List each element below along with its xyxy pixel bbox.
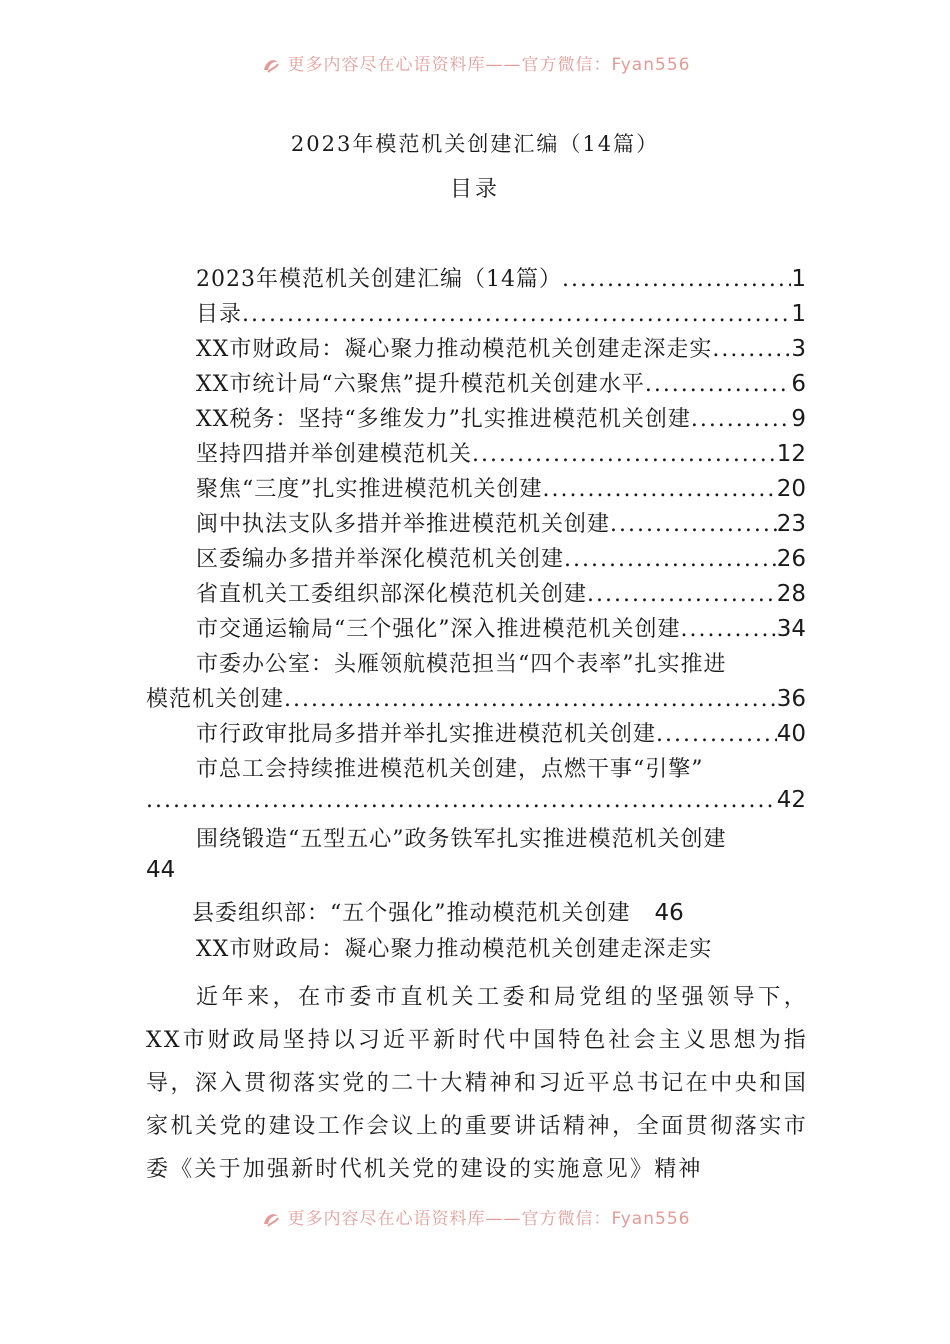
toc-entry-page: 26 <box>776 546 806 572</box>
toc-entry-title: 区委编办多措并举深化模范机关创建 <box>196 547 565 572</box>
toc-entry-title: 县委组织部：“五个强化”推动模范机关创建 <box>192 901 631 926</box>
toc-entry-page: 34 <box>776 616 806 642</box>
toc-entry-page: 1 <box>791 301 806 327</box>
brand-logo-icon <box>260 56 282 76</box>
toc-entry[interactable] <box>146 367 806 402</box>
toc-entry-page: 36 <box>776 686 806 712</box>
toc-leader-dots <box>543 477 777 502</box>
toc-entry-title: 2023年模范机关创建汇编（14篇） <box>196 267 562 292</box>
toc-entry-title: 市交通运输局“三个强化”深入推进模范机关创建 <box>196 617 681 642</box>
toc-entry-page: 6 <box>791 371 806 397</box>
toc-entry-title: 市行政审批局多措并举扎实推进模范机关创建 <box>196 722 657 747</box>
toc-leader-dots <box>656 722 777 747</box>
toc-entry-line[interactable] <box>146 822 806 857</box>
toc-entry-title: 聚焦“三度”扎实推进模范机关创建 <box>196 477 543 502</box>
section-heading: XX市财政局：凝心聚力推动模范机关创建走深走实 <box>196 937 713 962</box>
toc-leader-dots <box>645 372 792 397</box>
toc-leader-dots <box>146 788 777 813</box>
toc-entry-page: 9 <box>791 406 806 432</box>
toc-entry[interactable] <box>146 542 806 577</box>
toc-entry[interactable] <box>146 332 806 367</box>
table-of-contents <box>146 262 806 931</box>
toc-leader-dots <box>284 687 777 712</box>
toc-entry-title: XX市统计局“六聚焦”提升模范机关创建水平 <box>196 372 645 397</box>
toc-entry[interactable] <box>146 612 806 647</box>
brand-logo-icon <box>260 1210 282 1230</box>
toc-entry-page: 28 <box>776 581 806 607</box>
toc-entry[interactable] <box>146 577 806 612</box>
toc-heading: 目录 <box>449 177 500 202</box>
toc-entry[interactable] <box>146 896 806 931</box>
toc-entry[interactable] <box>146 437 806 472</box>
toc-entry-line[interactable] <box>146 682 806 717</box>
toc-entry[interactable] <box>146 402 806 437</box>
toc-leader-dots <box>587 582 777 607</box>
toc-entry-page: 46 <box>654 900 684 926</box>
document-title: 2023年模范机关创建汇编（14篇） <box>290 132 660 156</box>
toc-entry-title: XX税务：坚持“多维发力”扎实推进模范机关创建 <box>196 407 691 432</box>
toc-leader-dots <box>242 302 791 327</box>
toc-entry-page: 3 <box>791 336 806 362</box>
toc-entry-line[interactable] <box>146 647 806 682</box>
toc-leader-dots <box>562 267 791 292</box>
toc-entry-line[interactable] <box>146 787 806 822</box>
toc-entry-title: 市委办公室：头雁领航模范担当“四个表率”扎实推进 <box>196 652 727 677</box>
toc-leader-dots <box>472 442 777 467</box>
toc-entry-page: 12 <box>776 441 806 467</box>
toc-leader-dots <box>681 617 777 642</box>
toc-entry-page: 1 <box>791 266 806 292</box>
watermark-text: 更多内容尽在心语资料库——官方微信：Fyan556 <box>287 1210 691 1229</box>
watermark-text: 更多内容尽在心语资料库——官方微信：Fyan556 <box>287 56 691 75</box>
watermark-bottom <box>0 1210 950 1242</box>
body-paragraph: 近年来，在市委市直机关工委和局党组的坚强领导下，XX市财政局坚持以习近平新时代中国特色社会主义思想为指导，深入贯彻落实党的二十大精神和习近平总书记在中央和国家机关党的建设工作会议上的重要讲话精神，全面贯彻落实市委《关于加强新时代机关党的建设的实施意见》精神 <box>146 985 808 1182</box>
toc-leader-dots <box>610 512 777 537</box>
toc-entry-page: 42 <box>776 787 806 813</box>
toc-entry[interactable] <box>146 507 806 542</box>
toc-entry-title: 闽中执法支队多措并举推进模范机关创建 <box>196 512 611 537</box>
toc-entry[interactable] <box>146 717 806 752</box>
toc-entry[interactable] <box>146 297 806 332</box>
toc-entry-title: 市总工会持续推进模范机关创建，点燃干事“引擎” <box>196 757 704 782</box>
toc-entry-line[interactable] <box>146 752 806 787</box>
toc-leader-dots <box>564 547 777 572</box>
toc-entry-title-continued: 模范机关创建 <box>146 687 285 712</box>
toc-entry-page: 23 <box>776 511 806 537</box>
toc-leader-dots <box>712 337 791 362</box>
watermark-top <box>0 56 950 88</box>
toc-entry-title: 目录 <box>196 302 243 327</box>
toc-entry-title: 省直机关工委组织部深化模范机关创建 <box>196 582 588 607</box>
toc-entry-line[interactable] <box>146 857 806 892</box>
toc-entry-title: 坚持四措并举创建模范机关 <box>196 442 473 467</box>
toc-entry-page: 20 <box>776 476 806 502</box>
toc-entry[interactable] <box>146 472 806 507</box>
toc-entry-title: 围绕锻造“五型五心”政务铁军扎实推进模范机关创建 <box>196 827 727 852</box>
toc-entry-page: 40 <box>776 721 806 747</box>
toc-entry-page: 44 <box>146 857 176 883</box>
toc-entry[interactable] <box>146 262 806 297</box>
toc-leader-dots <box>691 407 792 432</box>
toc-entry-title: XX市财政局：凝心聚力推动模范机关创建走深走实 <box>196 337 713 362</box>
